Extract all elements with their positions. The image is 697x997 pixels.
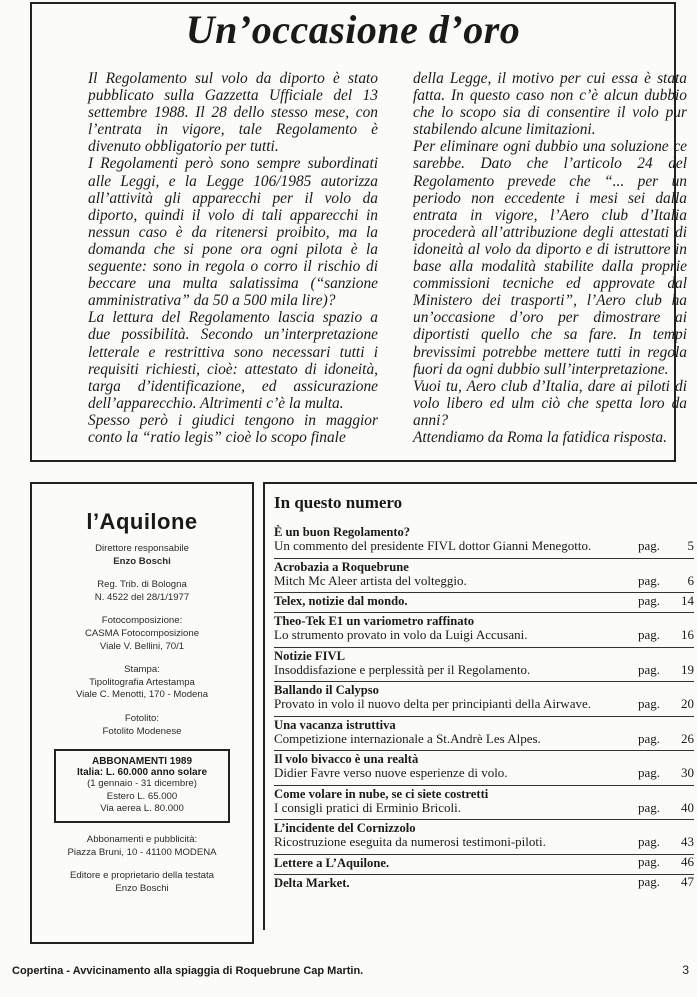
toc-page-label: pag. [637, 627, 660, 642]
toc-item-description: Ricostruzione eseguita da numerosi testimoni-piloti. [274, 834, 546, 849]
article-paragraph: Per eliminare ogni dubbio una soluzione ce sarebbe. Dato che l’articolo 24 del Regolamento prevede che “... per un periodo non eccedente i mesi sei dalla entrata in vigore, l’Aero club d’Italia procederà all’attribuzione degli attestati di idoneità al volo da diporto e di istruttore in base alla modalità stabilite dalla proprie commissioni tecniche ed approvate dal Ministero dei trasporti”, l’Aero club ha un’occasione d’oro per dimostrare ai diportisti quello che sa fare. In tempi brevissimi potrebbe mettere tutti in regola fuori da ogni dubbio sull’interpretazione. [413, 138, 687, 378]
toc-item [274, 874, 694, 890]
toc-page-label: pag. [637, 592, 660, 608]
toc-page-number: 40 [681, 799, 694, 815]
toc-page-label: pag. [637, 874, 660, 889]
toc-page-number: 6 [687, 572, 694, 588]
article-title: Un’occasione d’oro [185, 7, 521, 52]
toc-item-title: Telex, notizie dal mondo. [274, 594, 408, 608]
toc-page-label: pag. [637, 572, 660, 588]
toc-page-number: 16 [681, 627, 694, 642]
editorial-box [30, 2, 687, 462]
toc-page-number: 20 [681, 696, 694, 711]
fotocomposizione-block: Fotocomposizione: CASMA Fotocomposizione Viale V. Bellini, 70/1 [84, 615, 200, 652]
toc-item-title: Delta Market. [274, 875, 350, 890]
toc-item-page [638, 594, 694, 609]
article-paragraph: Attendiamo da Roma la fatidica risposta. [413, 428, 667, 446]
toc-item-page [638, 875, 694, 890]
toc-item-page [638, 539, 694, 554]
publicita-block: Abbonamenti e pubblicità: Piazza Bruni, 10 - 41100 MODENA [67, 833, 217, 858]
toc-item [274, 558, 694, 589]
toc-page-number: 30 [681, 765, 694, 780]
article-paragraph: Il Regolamento sul volo da diporto è stato pubblicato sulla Gazzetta Ufficiale del 13 settembre 1988. Il 28 dello stesso mese, con l’entrata in vigore, tale Regolamento è divenuto obbligatorio per tutti. [88, 70, 378, 156]
editor-block: Editore e proprietario della testata Enzo Boschi [70, 870, 214, 894]
toc-item-page [638, 628, 694, 643]
toc-item-page [638, 663, 694, 678]
toc-page-number: 14 [681, 592, 694, 608]
toc-item [274, 785, 694, 816]
aquilone-logo: l’Aquilone [86, 509, 198, 534]
toc-page-label: pag. [637, 538, 660, 553]
toc-item-description: Lo strumento provato in volo da Luigi Accusani. [274, 627, 528, 642]
page-number: 3 [682, 963, 689, 977]
toc-item-page [638, 801, 694, 816]
toc-item [274, 524, 694, 554]
stampa-block: Stampa: Tipolitografia Artestampa Viale C. Menotti, 170 - Modena [75, 664, 209, 701]
toc-item-title: L’incidente del Cornizzolo [274, 821, 416, 835]
toc-page-label: pag. [637, 696, 660, 711]
toc-item-page [638, 855, 694, 870]
toc-item [274, 854, 694, 870]
article-paragraph: I Regolamenti però sono sempre subordinati alle Leggi, e la Legge 106/1985 autorizza all’attività gli apparecchi per il volo da diporto, quindi il volo di tali apparecchi in nessun caso è da ritenersi proibito, ma la domanda che si pone ora ogni pilota è la seguente: sono in regola o corro il rischio di beccare una multa salatissima (“sanzione amministrativa” da 50 a 500 mila lire)? [88, 155, 378, 310]
toc-page-label: pag. [637, 661, 660, 677]
toc-item-description: Un commento del presidente FIVL dottor Gianni Menegotto. [274, 538, 592, 553]
toc-item-title: Acrobazia a Roquebrune [274, 559, 409, 574]
toc-item [274, 750, 694, 781]
toc-item [274, 647, 694, 678]
toc-item-page [638, 574, 694, 589]
toc-item [274, 819, 694, 850]
toc-item-description: Competizione internazionale a St.Andrè Les Alpes. [274, 730, 541, 746]
toc-page-label: pag. [637, 730, 660, 746]
cover-caption: Copertina - Avvicinamento alla spiaggia di Roquebrune Cap Martin. [12, 965, 364, 977]
masthead [30, 482, 254, 944]
article-paragraph: Vuoi tu, Aero club d’Italia, dare ai piloti di volo libero ed ulm ciò che spetta loro da anni? [413, 377, 687, 429]
toc-item-title: È un buon Regolamento? [274, 525, 411, 539]
toc-item [274, 592, 694, 608]
fotolito-block: Fotolito: Fotolito Modenese [102, 712, 182, 737]
toc-page-label: pag. [637, 765, 660, 780]
toc-page-label: pag. [637, 834, 660, 849]
abbonamenti-box: ABBONAMENTI 1989 Italia: L. 60.000 anno solare (1 gennaio - 31 dicembre) Estero L. 65.000 Via aerea L. 80.000 [54, 749, 230, 823]
toc-item-title: Notizie FIVL [274, 648, 345, 663]
toc-item-title: Una vacanza istruttiva [274, 717, 396, 732]
toc-item-description: Mitch Mc Aleer artista del volteggio. [274, 572, 467, 588]
toc-item-title: Il volo bivacco è una realtà [274, 752, 419, 766]
toc-page-number: 43 [681, 834, 694, 849]
toc-item [274, 612, 694, 643]
toc-page-number: 26 [681, 730, 694, 746]
article-left-column [88, 70, 378, 446]
toc-item-page [638, 766, 694, 781]
toc-item-page [638, 835, 694, 850]
toc-heading: In questo numero [274, 493, 403, 512]
article-paragraph: La lettura del Regolamento lascia spazio a due possibilità. Secondo un’interpretazione letterale e restrittiva sono necessari tutti i requisiti richiesti, cioè: attestato di idoneità, targa d’identificazione, ed assicurazione dell’apparecchio. Altrimenti c’è la multa. [88, 309, 378, 412]
toc-item-description: Insoddisfazione e perplessità per il Regolamento. [274, 661, 531, 677]
toc-item [274, 681, 694, 712]
article-paragraph: della Legge, il motivo per cui essa è stata fatta. In questo caso non c’è alcun dubbio che lo scopo sia di consentire il volo pur stabilendo alcune limitazioni. [413, 70, 687, 139]
toc-page-label: pag. [637, 854, 660, 869]
toc-page-number: 47 [681, 874, 694, 889]
toc-item-title: Theo-Tek E1 un variometro raffinato [274, 614, 475, 628]
toc-page-number: 46 [681, 854, 694, 869]
toc-item-title: Ballando il Calypso [274, 683, 379, 697]
toc-item-page [638, 732, 694, 747]
toc-item-description: I consigli pratici di Erminio Bricoli. [274, 799, 462, 815]
toc-item-description: Provato in volo il nuovo delta per principianti della Airwave. [274, 696, 591, 711]
toc-item-title: Lettere a L’Aquilone. [274, 855, 390, 870]
toc-list [274, 524, 694, 894]
director-block: Direttore responsabile Enzo Boschi [95, 543, 189, 567]
table-of-contents [263, 482, 697, 930]
article-paragraph: Spesso però i giudici tengono in maggior conto la “ratio legis” cioè lo scopo finale [88, 411, 378, 446]
toc-item-description: Didier Favre verso nuove esperienze di volo. [274, 765, 508, 780]
toc-page-number: 19 [681, 661, 694, 677]
article-right-column [413, 70, 687, 446]
toc-page-number: 5 [687, 538, 694, 553]
registration-block: Reg. Trib. di Bologna N. 4522 del 28/1/1977 [94, 579, 190, 603]
toc-item [274, 716, 694, 747]
toc-item-title: Come volare in nube, se ci siete costretti [274, 786, 489, 801]
toc-page-label: pag. [637, 799, 660, 815]
toc-item-page [638, 697, 694, 712]
